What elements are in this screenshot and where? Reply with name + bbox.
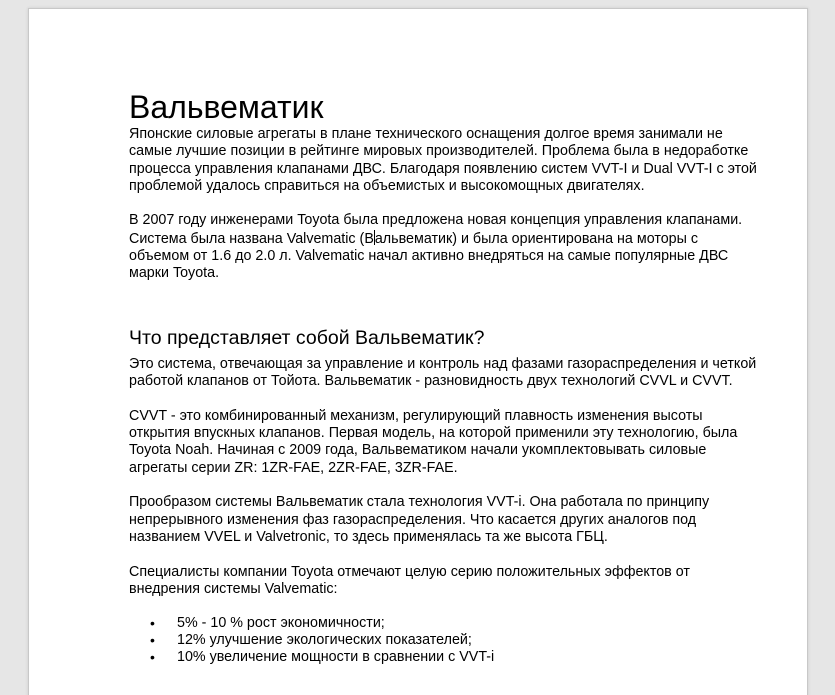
list-item: • 5% - 10 % рост экономичности; (129, 615, 759, 632)
section-paragraph-2: CVVT - это комбинированный механизм, регулирующий плавность изменения высоты открытия впускных клапанов. Первая модель, на которой применили эту технологию, была Toyota Noah. Начиная с 2009 года, Вальвематиком начали укомплектовывать силовые агрегаты серии ZR: 1ZR-FAE, 2ZR-FAE, 3ZR-FAE. (129, 407, 738, 476)
list-item: • 12% улучшение экологических показателей; (129, 632, 759, 649)
section-heading: Что представляет собой Вальвематик? (129, 326, 485, 349)
document-title: Вальвематик (129, 89, 324, 125)
document-page[interactable] (28, 8, 808, 695)
document-body[interactable] (129, 88, 759, 666)
list-item: • 10% увеличение мощности в сравнении с VVT-i (129, 649, 759, 666)
section-paragraph-1: Это система, отвечающая за управление и контроль над фазами газораспределения и четкой работой клапанов от Тойота. Вальвематик - разновидность двух технологий CVVL и CVVT. (129, 355, 757, 390)
section-paragraph-4: Специалисты компании Toyota отмечают целую серию положительных эффектов от внедрения системы Valvematic: (129, 563, 690, 597)
intro-paragraph-2-text-b: альвематик) и была ориентирована на моторы с объемом от 1.6 до 2.0 л. Valvematic начал активно внедряться на самые популярные ДВС марки Toyota. (129, 230, 729, 282)
section-paragraph-3: Прообразом системы Вальвематик стала технология VVT-i. Она работала по принципу непрерывного изменения фаз газораспределения. Что касается других аналогов под названием VVEL и Valvetronic, то здесь применялась та же высота ГБЦ. (129, 494, 710, 545)
intro-paragraph-2-text-a: В 2007 году инженерами Toyota была предложена новая концепция управления клапанами. Система была названа Valvematic (В (129, 212, 743, 247)
intro-paragraph-2 (129, 212, 759, 282)
benefits-list (129, 615, 759, 666)
intro-paragraph-1: Японские силовые агрегаты в плане технического оснащения долгое время занимали не самые лучшие позиции в рейтинге мировых производителей. Проблема была в недоработке процесса управления клапанами ДВС. Благодаря появлению систем VVT-I и Dual VVT-I с этой проблемой удалось справиться на объемистых и высокомощных двигателях. (129, 126, 757, 194)
